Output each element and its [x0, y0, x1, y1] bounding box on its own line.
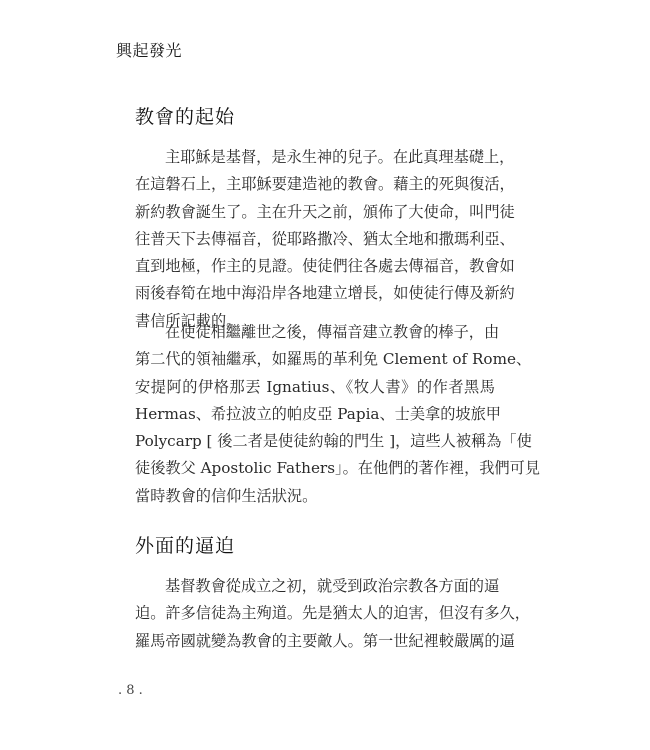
paragraph-church-origin-1	[135, 144, 515, 335]
running-head: 興起發光	[116, 41, 183, 60]
paragraph-church-origin-2	[135, 319, 541, 510]
text-line: 往普天下去傳福音，從耶路撒冷、猶太全地和撒瑪利亞、	[135, 229, 515, 248]
text-line: 主耶穌是基督，是永生神的兒子。在此真理基礎上，	[165, 148, 515, 166]
section-title-church-origin: 教會的起始	[135, 106, 236, 128]
section-title-external-persecution: 外面的逼迫	[135, 535, 236, 557]
paragraph-external-persecution-1	[135, 573, 530, 655]
text-line: 安提阿的伊格那丟 Ignatius、《牧人書》的作者黑馬	[135, 377, 495, 396]
text-line: 在使徒相繼離世之後，傳福音建立教會的棒子，由	[165, 323, 500, 341]
text-line: 新約教會誕生了。主在升天之前，頒佈了大使命，叫門徒	[135, 202, 515, 221]
text-line: 在這磐石上，主耶穌要建造祂的教會。藉主的死與復活，	[135, 175, 515, 194]
text-line: Polycarp [ 後二者是使徒約翰的門生 ]，這些人被稱為「使	[135, 432, 532, 451]
page-number: . 8 .	[118, 683, 143, 698]
text-line: 當時教會的信仰生活狀況。	[135, 486, 318, 505]
text-line: 書信所記載的。	[135, 311, 242, 330]
text-line: Hermas、希拉波立的帕皮亞 Papia、士美拿的坡旅甲	[135, 404, 501, 423]
text-line: 基督教會從成立之初，就受到政治宗教各方面的逼	[165, 577, 500, 595]
text-line: 羅馬帝國就變為教會的主要敵人。第一世紀裡較嚴厲的逼	[135, 631, 515, 650]
text-line: 徒後教父 Apostolic Fathers」。在他們的著作裡，我們可見	[135, 459, 541, 478]
text-line: 第二代的領袖繼承，如羅馬的革利免 Clement of Rome、	[135, 350, 532, 369]
text-line: 直到地極，作主的見證。使徒們往各處去傳福音，教會如	[135, 257, 515, 276]
text-line: 迫。許多信徒為主殉道。先是猶太人的迫害，但沒有多久，	[135, 604, 530, 623]
text-line: 雨後春筍在地中海沿岸各地建立增長，如使徒行傳及新約	[135, 284, 515, 303]
